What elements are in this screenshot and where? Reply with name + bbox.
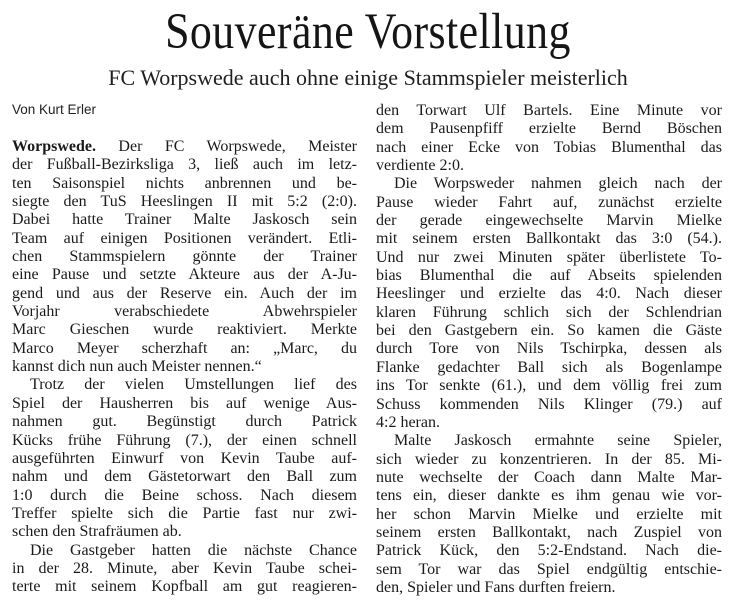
text-line: dem Pausenpfiff erzielte Bernd Böschen <box>376 120 722 138</box>
text-line: Und nur zwei Minuten später überlistete To- <box>376 248 722 266</box>
text-line: in der 28. Minute, aber Kevin Taube schei- <box>12 559 357 577</box>
article-column-right <box>376 102 722 597</box>
text-line: ins Tor senkte (61.), und dem völlig frei zum <box>376 377 722 395</box>
text-line: 1:0 durch die Beine schoss. Nach diesem <box>12 486 357 504</box>
text-line: den, Spieler und Fans durften freiern. <box>376 578 616 596</box>
article-headline: Souveräne Vorstellung <box>165 4 571 60</box>
text-line: bias Blumenthal die auf Abseits spielenden <box>376 267 722 285</box>
text-line: tens ein, dieser dankte es ihm genau wie vor- <box>376 487 722 505</box>
text-line: eine Pause und setzte Akteure aus der A-Ju- <box>12 266 357 284</box>
text-line: 4:2 heran. <box>376 413 440 431</box>
text-line: Flanke gedachter Ball sich als Bogenlampe <box>376 358 722 376</box>
text-line: ausgeführten Einwurf von Kevin Taube auf- <box>12 449 357 467</box>
text-line: siegte den TuS Heeslingen II mit 5:2 (2:0). <box>12 193 357 211</box>
text-line: Trotz der vielen Umstellungen lief des <box>30 376 357 394</box>
text-line: Pause wieder Fahrt auf, zunächst erzielte <box>376 193 722 211</box>
text-line: Malte Jaskosch ermahnte seine Spieler, <box>394 432 722 450</box>
text-line: her schon Marvin Mielke und erzielte mit <box>376 505 722 523</box>
text-line: terte mit seinem Kopfball am gut reagieren- <box>12 578 357 596</box>
text-line: sich wieder zu konzentrieren. In der 85. Mi- <box>376 450 722 468</box>
text-line: kannst dich nun auch Meister nennen.“ <box>12 358 262 376</box>
text-line: Marco Meyer scherzhaft an: „Marc, du <box>12 339 357 357</box>
article-column-left <box>12 138 357 597</box>
text-line: Schuss kommenden Nils Klinger (79.) auf <box>376 395 722 413</box>
text-line: seinem ersten Ballkontakt, nach Zuspiel von <box>376 523 722 541</box>
text-line: nach einer Ecke von Tobias Blumenthal das <box>376 138 722 156</box>
text-line: nahm und dem Gästetorwart den Ball zum <box>12 468 357 486</box>
text-line: Die Gastgeber hatten die nächste Chance <box>30 541 357 559</box>
text-line: nute wechselte der Coach dann Malte Mar- <box>376 468 722 486</box>
text-line: Dabei hatte Trainer Malte Jaskosch sein <box>12 211 357 229</box>
article-dateline: Worpswede. <box>12 138 96 155</box>
text-line: Marc Gieschen wurde reaktiviert. Merkte <box>12 321 357 339</box>
text-line: Spiel der Hausherren bis auf wenige Aus- <box>12 394 357 412</box>
text-line: klaren Führung schlich sich der Schlendrian <box>376 303 722 321</box>
text-line: Treffer spielte sich die Partie fast nur zwi- <box>12 504 357 522</box>
text-line: Die Worpsweder nahmen gleich nach der <box>394 175 722 193</box>
text-line: gend und aus der Reserve ein. Auch der im <box>12 284 357 302</box>
text-line: Kücks frühe Führung (7.), der einen schnell <box>12 431 357 449</box>
text-line: Team auf einigen Positionen verändert. Etli- <box>12 229 357 247</box>
text-line: Patrick Kück, den 5:2-Endstand. Nach die- <box>376 542 722 560</box>
text-line: chen Stammspielern gönnte der Trainer <box>12 248 357 266</box>
text-line: der gerade eingewechselte Marvin Mielke <box>376 212 722 230</box>
text-line: sem Tor war das Spiel endgültig entschie- <box>376 560 722 578</box>
text-line: Vorjahr verabschiedete Abwehrspieler <box>12 303 357 321</box>
text-line: nahmen gut. Begünstigt durch Patrick <box>12 413 357 431</box>
text-line: durch Tore von Nils Tschirpka, dessen als <box>376 340 722 358</box>
article-byline: Von Kurt Erler <box>12 102 97 117</box>
text-line: den Torwart Ulf Bartels. Eine Minute vor <box>376 102 722 119</box>
text-line: ten Saisonspiel nichts anbrennen und be- <box>12 174 357 192</box>
text-line: Heeslinger und erzielte das 4:0. Nach dieser <box>376 285 722 303</box>
text-line <box>12 138 357 156</box>
text-line-content: Der FC Worpswede, Meister <box>96 138 357 155</box>
text-line: mit seinem ersten Ballkontakt das 3:0 (54.). <box>376 230 722 248</box>
text-line: bei den Gastgebern ein. So kamen die Gäste <box>376 322 722 340</box>
text-line: der Fußball-Bezirksliga 3, ließ auch im letz- <box>12 156 357 174</box>
text-line: schen den Strafräumen ab. <box>12 523 182 541</box>
text-line: verdiente 2:0. <box>376 157 464 175</box>
article-subheadline: FC Worpswede auch ohne einige Stammspieler meisterlich <box>108 65 628 90</box>
